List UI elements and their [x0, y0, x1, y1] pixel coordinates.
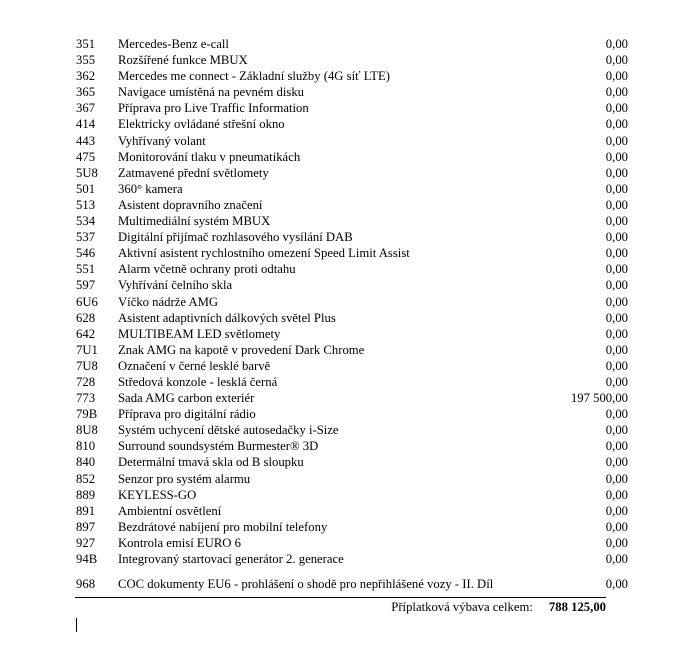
table-row: [0, 100, 678, 116]
option-code: 513: [76, 197, 96, 212]
option-name: Systém uchycení dětské autosedačky i-Size: [118, 423, 339, 438]
option-price: 0,00: [605, 487, 628, 502]
table-row: [0, 310, 678, 326]
table-row: [0, 261, 678, 277]
table-row: [0, 390, 678, 406]
option-name: Bezdrátové nabíjení pro mobilní telefony: [118, 519, 328, 534]
option-name: Vyhřívaný volant: [118, 133, 206, 148]
option-code: 367: [76, 101, 96, 116]
option-price: 0,00: [605, 310, 628, 325]
option-name: Sada AMG carbon exteriér: [118, 391, 255, 406]
option-price: 0,00: [605, 117, 628, 132]
option-price: 0,00: [605, 197, 628, 212]
option-code: 8U8: [76, 423, 98, 438]
option-price: 0,00: [605, 101, 628, 116]
option-code: 642: [76, 326, 96, 341]
table-row: [0, 487, 678, 503]
option-name: Surround soundsystém Burmester® 3D: [118, 439, 319, 454]
option-code: 927: [76, 535, 96, 550]
option-name: Příprava pro Live Traffic Information: [118, 101, 309, 116]
option-name: Kontrola emisí EURO 6: [118, 535, 241, 550]
option-code: 810: [76, 439, 96, 454]
option-code: 414: [76, 117, 96, 132]
option-code: 546: [76, 246, 96, 261]
table-row: [0, 133, 678, 149]
option-name: Středová konzole - lesklá černá: [118, 374, 278, 389]
option-price: 0,00: [605, 230, 628, 245]
option-price: 0,00: [605, 455, 628, 470]
option-name: Vyhřívání čelního skla: [118, 278, 233, 293]
table-row: [0, 326, 678, 342]
option-name: Aktivní asistent rychlostního omezení Speed Limit Assist: [118, 246, 410, 261]
option-code: 728: [76, 374, 96, 389]
option-code: 891: [76, 503, 96, 518]
table-row: [0, 358, 678, 374]
option-price: 0,00: [605, 471, 628, 486]
option-price: 0,00: [605, 246, 628, 261]
option-code: 889: [76, 487, 96, 502]
option-price: 0,00: [605, 214, 628, 229]
option-price: 0,00: [605, 69, 628, 84]
option-code: 6U6: [76, 294, 98, 309]
option-price: 0,00: [605, 326, 628, 341]
option-code: 501: [76, 181, 96, 196]
option-name: Senzor pro systém alarmu: [118, 471, 251, 486]
option-name: Mercedes me connect - Základní služby (4G síť LTE): [118, 69, 391, 84]
option-name: Zatmavené přední světlomety: [118, 165, 269, 180]
option-name: COC dokumenty EU6 - prohlášení o shodě pro nepřihlášené vozy - II. Díl: [118, 576, 494, 591]
option-name: 360° kamera: [118, 181, 183, 196]
option-name: MULTIBEAM LED světlomety: [118, 326, 281, 341]
table-row: [0, 277, 678, 293]
option-code: 840: [76, 455, 96, 470]
option-price: 0,00: [605, 503, 628, 518]
table-row: [0, 213, 678, 229]
option-price: 0,00: [605, 535, 628, 550]
option-price: 0,00: [605, 37, 628, 51]
option-code: 534: [76, 214, 96, 229]
option-price: 0,00: [605, 358, 628, 373]
option-price: 0,00: [605, 165, 628, 180]
total-value: 788 125,00: [548, 600, 606, 614]
total-row: [0, 599, 606, 615]
table-row: [0, 294, 678, 310]
option-name: Asistent dopravního značení: [118, 197, 263, 212]
table-row: [0, 342, 678, 358]
option-name: Mercedes-Benz e-call: [118, 37, 229, 51]
option-name: Digitální přijímač rozhlasového vysílání DAB: [118, 230, 353, 245]
option-price: 0,00: [605, 552, 628, 566]
table-row: [0, 535, 678, 551]
total-label: Příplatková výbava celkem:: [391, 600, 533, 614]
table-row: [0, 52, 678, 68]
table-row: [0, 374, 678, 390]
table-row: [0, 149, 678, 165]
table-row: [0, 36, 678, 52]
option-code: 5U8: [76, 165, 98, 180]
option-name: Determální tmavá skla od B sloupku: [118, 455, 304, 470]
table-row: [0, 438, 678, 454]
option-code: 897: [76, 519, 96, 534]
table-row: [0, 471, 678, 487]
option-price: 0,00: [605, 423, 628, 438]
option-name: Elektricky ovládané střešní okno: [118, 117, 285, 132]
option-price: 0,00: [605, 407, 628, 422]
table-row: [0, 197, 678, 213]
option-name: Navigace umístěná na pevném disku: [118, 85, 305, 100]
option-code: 7U8: [76, 358, 98, 373]
option-code: 355: [76, 53, 96, 68]
option-name: KEYLESS-GO: [118, 487, 197, 502]
option-code: 475: [76, 149, 96, 164]
option-name: Integrovaný startovací generátor 2. generace: [118, 552, 344, 566]
table-row: [0, 454, 678, 470]
option-price: 0,00: [605, 262, 628, 277]
equipment-table: [0, 36, 678, 600]
option-price: 0,00: [605, 294, 628, 309]
option-price: 0,00: [605, 278, 628, 293]
option-code: 94B: [76, 552, 98, 566]
option-name: Příprava pro digitální rádio: [118, 407, 256, 422]
option-price: 0,00: [605, 374, 628, 389]
option-price: 0,00: [605, 181, 628, 196]
option-name: Asistent adaptivních dálkových světel Plus: [118, 310, 336, 325]
option-price: 0,00: [605, 439, 628, 454]
option-name: Víčko nádrže AMG: [118, 294, 219, 309]
table-row: [0, 84, 678, 100]
option-code: 351: [76, 37, 96, 51]
option-name: Multimediální systém MBUX: [118, 214, 271, 229]
table-row: [0, 245, 678, 261]
table-row: [0, 422, 678, 438]
option-price: 0,00: [605, 133, 628, 148]
table-row: [0, 519, 678, 535]
option-code: 365: [76, 85, 96, 100]
option-price: 0,00: [605, 85, 628, 100]
option-price: 0,00: [605, 149, 628, 164]
option-code: 551: [76, 262, 96, 277]
table-row: [0, 406, 678, 422]
option-code: 968: [76, 576, 96, 591]
option-code: 852: [76, 471, 96, 486]
option-code: 537: [76, 230, 96, 245]
table-row: [0, 551, 678, 567]
option-code: 443: [76, 133, 96, 148]
option-name: Znak AMG na kapotě v provedení Dark Chrome: [118, 342, 365, 357]
option-code: 362: [76, 69, 96, 84]
option-price: 0,00: [605, 576, 628, 591]
option-code: 628: [76, 310, 96, 325]
option-name: Monitorování tlaku v pneumatikách: [118, 149, 301, 164]
option-code: 597: [76, 278, 96, 293]
table-row: [0, 229, 678, 245]
option-price: 0,00: [605, 519, 628, 534]
option-name: Rozšířené funkce MBUX: [118, 53, 248, 68]
table-row: [0, 116, 678, 132]
table-row: [0, 568, 678, 600]
option-code: 7U1: [76, 342, 98, 357]
option-price: 0,00: [605, 53, 628, 68]
option-price: 0,00: [605, 342, 628, 357]
table-row: [0, 181, 678, 197]
option-price: 197 500,00: [570, 391, 628, 406]
option-code: 773: [76, 391, 96, 406]
option-name: Označení v černé lesklé barvě: [118, 358, 271, 373]
table-row: [0, 68, 678, 84]
option-code: 79B: [76, 407, 98, 422]
table-row: [0, 503, 678, 519]
option-name: Alarm včetně ochrany proti odtahu: [118, 262, 296, 277]
text-cursor: [76, 618, 77, 632]
option-name: Ambientní osvětlení: [118, 503, 222, 518]
total-divider: [75, 597, 606, 598]
table-row: [0, 165, 678, 181]
